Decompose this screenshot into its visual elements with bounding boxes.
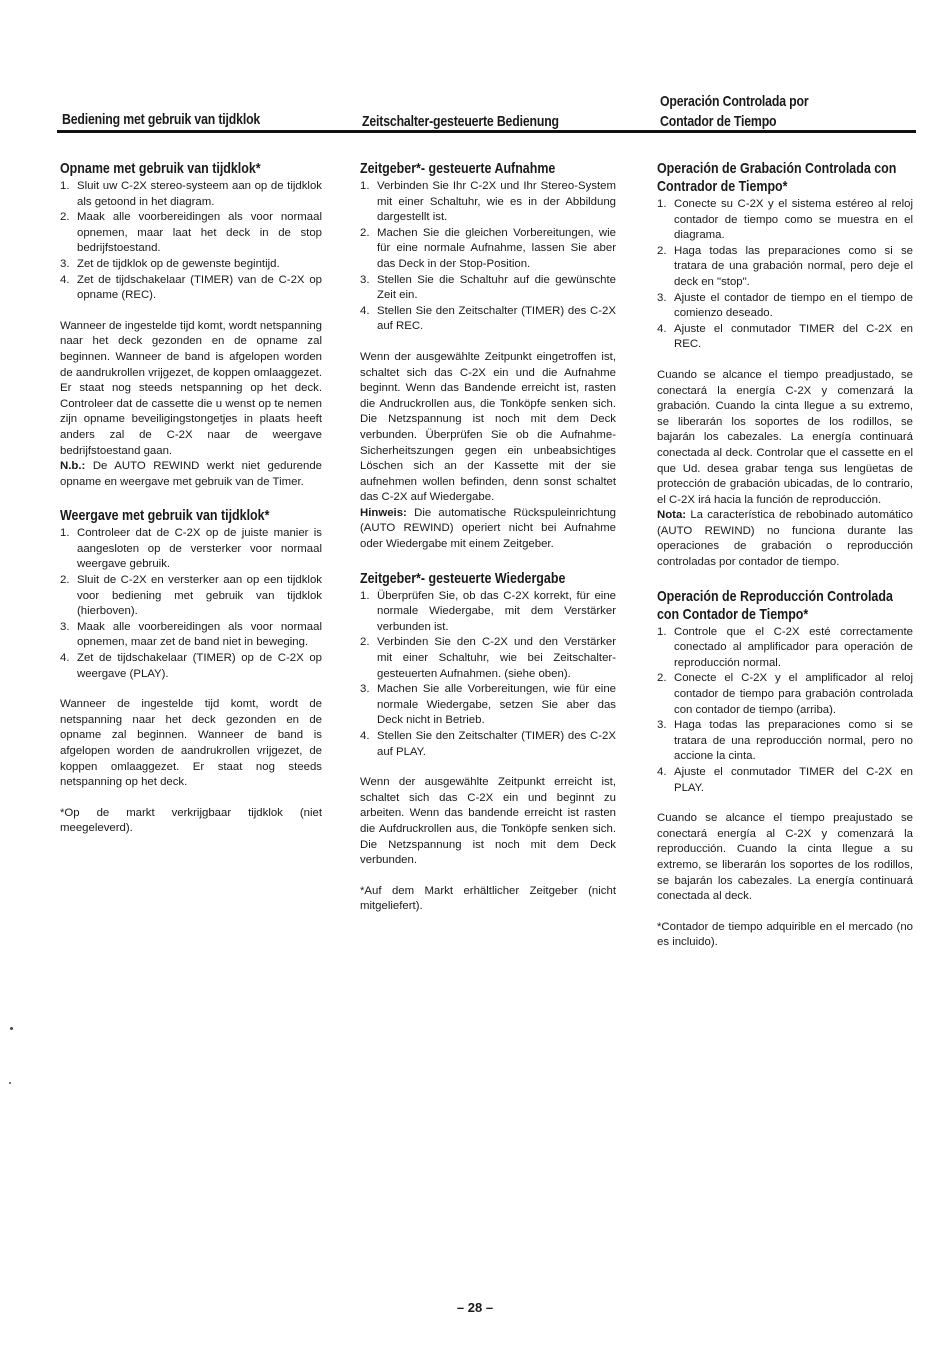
step-text: Stellen Sie den Zeitschalter (TIMER) des C-2X auf REC. — [377, 304, 616, 333]
step-text: Zet de tijdschakelaar (TIMER) van de C-2X op opname (REC). — [77, 273, 322, 302]
step-number: 3. — [360, 683, 370, 696]
dutch-playback-steps — [60, 526, 322, 682]
step-number: 3. — [60, 620, 70, 633]
dutch-recording-steps — [60, 179, 322, 304]
step-text: Verbinden Sie den C-2X und den Verstärker mit einer Schaltuhr, wie bei Zeitschalter-gesteuerten Aufnahmen. (siehe oben). — [377, 636, 616, 680]
list-item — [657, 291, 913, 322]
step-text: Haga todas las preparaciones como si se tratara de una reproducción normal, pero no accione la cinta. — [674, 719, 913, 763]
step-number: 1. — [360, 589, 370, 602]
header-title-spanish-line1: Operación Controlada por — [660, 93, 809, 110]
list-item — [60, 573, 322, 620]
list-item — [657, 765, 913, 796]
german-column — [360, 160, 616, 915]
note-text: De AUTO REWIND werkt niet gedurende opname en weergave met gebruik van de Timer. — [60, 460, 322, 488]
step-number: 4. — [360, 730, 370, 742]
step-text: Zet de tijdklok op de gewenste begintijd. — [77, 257, 280, 270]
step-number: 1. — [60, 527, 70, 540]
spanish-footnote: *Contador de tiempo adquirible en el mercado (no es incluido). — [657, 920, 913, 949]
step-text: Ajuste el conmutador TIMER del C-2X en PLAY. — [674, 766, 913, 794]
german-footnote: *Auf dem Markt erhältlicher Zeitgeber (nicht mitgeliefert). — [360, 884, 616, 913]
spanish-playback-heading: Operación de Reproducción Controlada con Contador de Tiempo* — [657, 587, 893, 623]
step-text: Maak alle voorbereidingen als voor normaal opnemen, maar zet de band niet in beweging. — [77, 620, 322, 649]
step-number: 4. — [657, 322, 667, 335]
list-item — [360, 179, 616, 226]
header-title-dutch: Bediening met gebruik van tijdklok — [62, 111, 261, 128]
note-label: Hinweis: — [360, 506, 407, 519]
spanish-playback-body: Cuando se alcance el tiempo preajustado se conectará energía al C-2X y comenzará la reproducción. Cuando la cinta llegue a su extremo, se liberarán los soportes de los rodillos, se bajarán los cabezales. La energía continuará conectada al deck. — [657, 812, 913, 903]
step-text: Ajuste el contador de tiempo en el tiempo de comienzo deseado. — [674, 291, 913, 320]
dutch-playback-heading: Weergave met gebruik van tijdklok* — [60, 507, 270, 525]
header-rule — [57, 130, 916, 133]
step-text: Stellen Sie die Schaltuhr auf die gewünschte Zeit ein. — [377, 273, 616, 302]
step-number: 2. — [360, 226, 370, 239]
spanish-recording-note — [657, 508, 913, 570]
note-text: Die automatische Rückspuleinrichtung (AUTO REWIND) operiert nicht bei Aufnahme oder Wiedergabe mit einem Zeitgeber. — [360, 506, 616, 551]
list-item — [60, 273, 322, 304]
german-playback-heading: Zeitgeber*- gesteuerte Wiedergabe — [360, 569, 566, 587]
spanish-recording-body: Cuando se alcance el tiempo preadjustado, se conectará la energía C-2X y comenzará la grabación. Cuando la cinta llegue a su extremo, se liberarán los soportes de los rodillos, se bajarán los cabezales. La energía continuará conectada al deck. Controlar que el cassette en el que Ud. desea grabar tenga sus lengüetas de protección de grabación ubicadas, de lo contrario, el C-2X irá hacia la función de reproducción. — [657, 368, 913, 506]
step-number: 4. — [60, 273, 70, 286]
list-item — [657, 671, 913, 718]
scan-speck — [9, 1082, 11, 1084]
list-item — [60, 210, 322, 257]
dutch-footnote: *Op de markt verkrijgbaar tijdklok (niet meegeleverd). — [60, 806, 322, 835]
list-item — [60, 257, 322, 273]
german-recording-body: Wenn der ausgewählte Zeitpunkt eingetroffen ist, schaltet sich das C-2X ein und die Aufnahme beginnt. Wenn das Bandende erreicht ist, rasten die Andruckrollen aus, die Tonköpfe senken sich. Die Netzspannung ist noch mit dem Deck verbunden. Überprüfen Sie ob die Aufnahme-Sicherheitszungen gegen ein unbeabsichtiges Löschen sich an der Kassette mit der sie aufnehmen wollen befinden, denn sonst schaltet das C-2X auf Wiedergabe. — [360, 350, 616, 504]
step-text: Haga todas las preparaciones como si se tratara de una grabación normal, pero deje el deck en "stop". — [674, 244, 913, 288]
list-item — [360, 226, 616, 273]
list-item — [360, 682, 616, 729]
step-number: 1. — [657, 198, 667, 210]
german-playback-body: Wenn der ausgewählte Zeitpunkt erreicht ist, schaltet sich das C-2X ein und beginnt zu arbeiten. Wenn das bandende erreicht ist rasten die Aufdruckrollen aus, die Tonköpfe senken sich. Die Netzspannung ist noch mit dem Deck verbunden. — [360, 776, 616, 867]
page-header — [0, 0, 950, 133]
step-number: 3. — [360, 273, 370, 286]
note-text: La característica de rebobinado automático (AUTO REWIND) no funciona durante las operaciones de grabación o reproducción controladas por contador de tiempo. — [657, 509, 913, 569]
step-text: Zet de tijdschakelaar (TIMER) op de C-2X op weergave (PLAY). — [77, 652, 322, 680]
step-number: 2. — [60, 211, 70, 224]
dutch-playback-body: Wanneer de ingestelde tijd komt, wordt de netspanning naar het deck gezonden en de opname zal beginnen. Wanneer de band is afgelopen worden de aandrukrollen vrijgezet, de koppen omlaaggezet. Er staat nog steeds netspanning op het deck. — [60, 698, 322, 789]
step-text: Machen Sie die gleichen Vorbereitungen, wie für eine normale Aufnahme, lassen Sie aber das Deck in der Stop-Position. — [377, 226, 616, 270]
step-text: Sluit uw C-2X stereo-systeem aan op de tijdklok als getoond in het diagram. — [77, 180, 322, 208]
spanish-column — [657, 160, 913, 951]
dutch-recording-body: Wanneer de ingestelde tijd komt, wordt netspanning naar het deck gezonden en de opname zal beginnen. Wanneer de band is afgelopen worden de aandrukrollen vrijgezet, de koppen omlaaggezet. Er staat nog steeds netspanning op het deck. Controleer dat de cassette die u wenst op te nemen zijn opname beveiligingstongetjes in plaats heeft anders zal de C-2X naar de weergave bedrijfstoestand gaan. — [60, 319, 322, 457]
step-number: 3. — [657, 291, 667, 304]
dutch-column — [60, 160, 322, 837]
dutch-recording-heading: Opname met gebruik van tijdklok* — [60, 160, 261, 177]
spanish-recording-heading: Operación de Grabación Controlada con Contrador de Tiempo* — [657, 160, 897, 195]
german-recording-note — [360, 506, 616, 553]
step-number: 2. — [60, 574, 70, 587]
header-title-spanish-line2: Contador de Tiempo — [660, 113, 777, 130]
list-item — [657, 625, 913, 672]
list-item — [60, 526, 322, 573]
spanish-recording-steps — [657, 197, 913, 353]
list-item — [60, 179, 322, 210]
dutch-recording-note — [60, 459, 322, 490]
list-item — [657, 244, 913, 291]
step-number: 2. — [657, 672, 667, 685]
german-recording-heading: Zeitgeber*- gesteuerte Aufnahme — [360, 160, 556, 177]
header-title-german: Zeitschalter-gesteuerte Bedienung — [362, 113, 559, 130]
step-text: Conecte su C-2X y el sistema estéreo al reloj contador de tiempo como se muestra en el diagrama. — [674, 198, 913, 242]
list-item — [360, 635, 616, 682]
step-text: Controle que el C-2X esté correctamente conectado al amplificador para operación de reproducción normal. — [674, 625, 913, 669]
list-item — [360, 304, 616, 335]
list-item — [60, 620, 322, 651]
step-number: 3. — [60, 257, 70, 270]
step-text: Conecte el C-2X y el amplificador al reloj contador de tiempo para grabación controlada con contador de tiempo (arriba). — [674, 672, 913, 716]
list-item — [657, 197, 913, 244]
step-text: Stellen Sie den Zeitschalter (TIMER) des C-2X auf PLAY. — [377, 730, 616, 758]
step-text: Sluit de C-2X en versterker aan op een tijdklok voor bediening met gebruik van tijdklok (hierboven). — [77, 574, 322, 618]
step-text: Überprüfen Sie, ob das C-2X korrekt, für eine normale Wiedergabe, mit dem Verstärker verbunden ist. — [377, 589, 616, 633]
step-number: 3. — [657, 719, 667, 732]
step-number: 1. — [360, 180, 370, 192]
list-item — [657, 718, 913, 765]
step-number: 4. — [657, 766, 667, 778]
page-number: – 28 – — [456, 1300, 494, 1315]
step-number: 2. — [360, 636, 370, 649]
step-number: 1. — [657, 625, 667, 638]
step-number: 4. — [60, 652, 70, 665]
spanish-playback-steps — [657, 625, 913, 797]
step-text: Machen Sie alle Vorbereitungen, wie für eine normale Wiedergabe, setzen Sie aber das Deck nicht in Betrieb. — [377, 683, 616, 727]
list-item — [360, 729, 616, 760]
german-playback-steps — [360, 589, 616, 761]
scan-speck — [10, 1027, 13, 1030]
step-text: Ajuste el conmutador TIMER del C-2X en REC. — [674, 322, 913, 351]
list-item — [360, 589, 616, 636]
german-recording-steps — [360, 179, 616, 335]
step-text: Maak alle voorbereidingen als voor normaal opnemen, maar laat het deck in de stop bedrijfstoestand. — [77, 211, 322, 255]
note-label: Nota: — [657, 509, 687, 522]
step-number: 1. — [60, 180, 70, 192]
list-item — [360, 273, 616, 304]
step-number: 2. — [657, 244, 667, 257]
note-label: N.b.: — [60, 460, 86, 473]
list-item — [657, 322, 913, 353]
step-number: 4. — [360, 304, 370, 317]
step-text: Verbinden Sie Ihr C-2X und Ihr Stereo-System mit einer Schaltuhr, wie es in der Abbildung dargestellt ist. — [377, 180, 616, 224]
list-item — [60, 651, 322, 682]
step-text: Controleer dat de C-2X op de juiste manier is aangesloten op de versterker voor normaal weergave gebruik. — [77, 527, 322, 571]
